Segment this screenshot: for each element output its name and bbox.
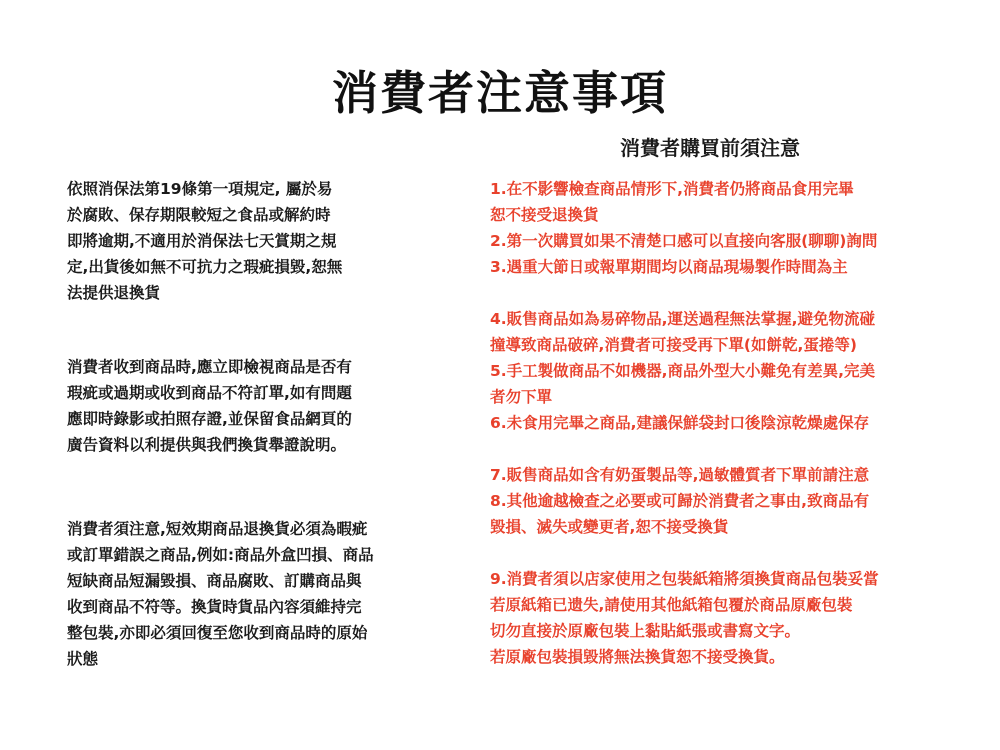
rule-item: 2.第一次購買如果不清楚口感可以直接向客服(聊聊)詢問 <box>490 232 878 250</box>
rule-item: 8.其他逾越檢查之必要或可歸於消費者之事由,致商品有 毀損、滅失或變更者,恕不接受換貨 <box>490 492 870 536</box>
rule-item: 1.在不影響檢查商品情形下,消費者仍將商品食用完畢 恕不接受退換貨 <box>490 180 854 224</box>
page-title: 消費者注意事項 <box>332 65 668 120</box>
rule-item: 6.未食用完畢之商品,建議保鮮袋封口後陰涼乾燥處保存 <box>490 414 870 432</box>
policy-paragraph-perishable: 依照消保法第19條第一項規定, 屬於易 於腐敗、保存期限較短之食品或解約時 即將逾期,不適用於消保法七天賞期之規 定,出貨後如無不可抗力之瑕疵損毀,恕無 法提供退換貨 <box>67 180 343 302</box>
right-column <box>490 176 970 696</box>
rule-group-3 <box>490 462 970 540</box>
rule-group-1 <box>490 176 970 280</box>
rule-item: 9.消費者須以店家使用之包裝紙箱將須換貨商品包裝妥當 若原紙箱已遗失,請使用其他紙箱包覆於商品原廠包裝 切勿直接於原廠包裝上黏貼紙張或書寫文字。 若原廠包裝損毀將無法換貨恕不接受換貨。 <box>490 570 879 666</box>
policy-paragraph-return-conditions: 消費者須注意,短效期商品退換貨必須為暇疵 或訂單錯誤之商品,例如:商品外盒凹損、商品 短缺商品短漏毀損、商品腐敗、訂購商品與 收到商品不符等。換貨時貨品內容須維持完 整包裝,亦即必須回復至您收到商品時的原始 狀態 <box>67 520 374 668</box>
rule-item: 4.販售商品如為易碎物品,運送過程無法掌握,避免物流碰 撞導致商品破碎,消費者可接受再下單(如餅乾,蛋捲等) <box>490 310 875 354</box>
rule-group-4 <box>490 566 970 670</box>
rule-item: 7.販售商品如含有奶蛋製品等,過敏體質者下單前請注意 <box>490 466 870 484</box>
rule-item: 3.遇重大節日或報單期間均以商品現場製作時間為主 <box>490 258 848 276</box>
policy-paragraph-inspection: 消費者收到商品時,應立即檢視商品是否有 瑕疵或過期或收到商品不符訂單,如有問題 應即時錄影或拍照存證,並保留食品網頁的 廣告資料以利提供與我們換貨舉證說明。 <box>67 358 352 454</box>
rule-item: 5.手工製做商品不如機器,商品外型大小難免有差異,完美 者勿下單 <box>490 362 875 406</box>
right-column-title: 消費者購買前須注意 <box>620 135 800 160</box>
rule-group-2 <box>490 306 970 436</box>
